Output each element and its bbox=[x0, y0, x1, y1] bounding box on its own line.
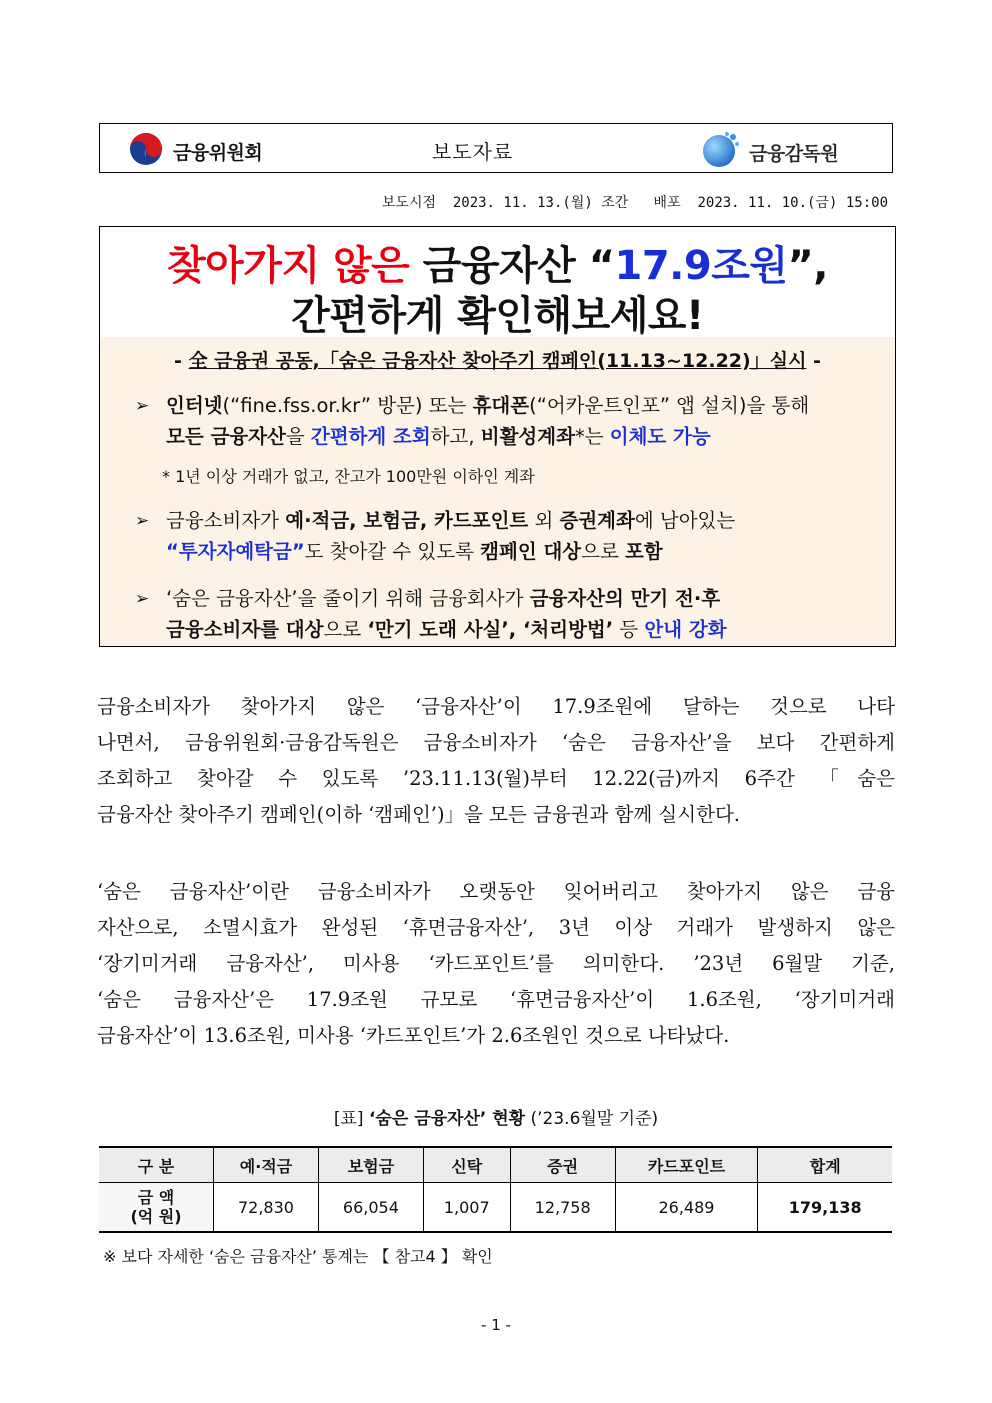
b2-campaign-target: 캠페인 대상 bbox=[480, 540, 582, 563]
b1-text-b: 하고, bbox=[430, 425, 481, 448]
table-title bbox=[0, 1104, 992, 1129]
row-header-line-1: 금 액 bbox=[137, 1188, 175, 1207]
subtitle-dash-right: - bbox=[806, 350, 821, 372]
subtitle bbox=[100, 346, 895, 373]
b1-url: (“fine.fss.or.kr” 방문) 또는 bbox=[222, 394, 473, 417]
b1-phone: 휴대폰 bbox=[472, 394, 530, 417]
b1-app: (“어카운트인포” 앱 설치)을 통해 bbox=[529, 394, 810, 417]
b2-text-d: 도 찾아갈 수 있도록 bbox=[304, 540, 481, 563]
b2-products: 예·적금, 보험금, 카드포인트 bbox=[285, 509, 529, 532]
table-cell: 72,830 bbox=[214, 1183, 319, 1233]
row-header-line-2: (억 원) bbox=[130, 1207, 182, 1226]
b1-inactive-account: 비활성계좌 bbox=[480, 425, 575, 448]
table-header-cell: 합계 bbox=[758, 1147, 892, 1183]
table-total-cell: 179,138 bbox=[758, 1183, 892, 1233]
b3-notice-items: ‘만기 도래 사실’, ‘처리방법’ bbox=[367, 618, 614, 641]
b1-text-c: *는 bbox=[574, 425, 610, 448]
arrow-bullet-icon: ➢ bbox=[135, 396, 150, 416]
b1-easy-lookup: 간편하게 조회 bbox=[310, 425, 431, 448]
table-header-cell: 신탁 bbox=[423, 1147, 510, 1183]
table-row-header bbox=[99, 1183, 214, 1233]
headline-line-1 bbox=[100, 234, 895, 291]
fsc-org-name: 금융위원회 bbox=[173, 142, 263, 164]
b3-text-a: ‘숨은 금융자산’을 줄이기 위해 금융회사가 bbox=[166, 587, 530, 610]
table-cell: 26,489 bbox=[615, 1183, 758, 1233]
arrow-bullet-icon: ➢ bbox=[135, 589, 150, 609]
body-paragraph-1 bbox=[97, 689, 895, 833]
table-title-prefix: [표] bbox=[333, 1109, 369, 1129]
table-cell: 1,007 bbox=[423, 1183, 510, 1233]
p1-line: 조회하고 찾아갈 수 있도록 ’23.11.13(월)부터 12.22(금)까지 6주간 「숨은 bbox=[97, 767, 895, 790]
arrow-bullet-icon: ➢ bbox=[135, 511, 150, 531]
b1-all-assets: 모든 금융자산 bbox=[166, 425, 286, 448]
b3-guidance: 안내 강화 bbox=[644, 618, 727, 641]
b3-consumer-target: 금융소비자를 대상 bbox=[166, 618, 324, 641]
fss-globe-logo-icon bbox=[699, 129, 743, 169]
hidden-assets-table bbox=[99, 1146, 892, 1233]
headline-end: ”, bbox=[787, 243, 828, 289]
table-header-cell: 구 분 bbox=[99, 1147, 214, 1183]
page-number: - 1 - bbox=[481, 1316, 511, 1334]
b2-included: 포함 bbox=[625, 540, 663, 563]
p2-line: ‘숨은 금융자산’은 17.9조원 규모로 ‘휴면금융자산’이 1.6조원, ‘장기미거래 bbox=[97, 988, 895, 1011]
b2-deposit: “투자자예탁금” bbox=[166, 540, 305, 563]
headline-line-2: 간편하게 확인해보세요! bbox=[291, 293, 704, 339]
table-header-row bbox=[99, 1147, 892, 1183]
table-header-cell: 증권 bbox=[510, 1147, 615, 1183]
headline-black: 금융자산 “ bbox=[409, 243, 615, 289]
p2-line: 금융자산’이 13.6조원, 미사용 ‘카드포인트’가 2.6조원인 것으로 나타났다. bbox=[97, 1024, 730, 1047]
b3-text-b: 으로 bbox=[323, 618, 368, 641]
release-timing: 보도시점 2023. 11. 13.(월) 조간 배포 2023. 11. 10.(금) 15:00 bbox=[381, 195, 888, 211]
headline-amount: 17.9조원 bbox=[614, 243, 788, 289]
table-header-cell: 보험금 bbox=[318, 1147, 423, 1183]
headline-red: 찾아가지 않은 bbox=[167, 243, 410, 289]
b1-text-a: 을 bbox=[285, 425, 311, 448]
b2-text-e: 으로 bbox=[581, 540, 626, 563]
table-title-basis: (’23.6월말 기준) bbox=[525, 1109, 659, 1129]
b3-text-c: 등 bbox=[613, 618, 645, 641]
doc-type-label: 보도자료 bbox=[432, 140, 514, 164]
fsc-taegeuk-logo-icon bbox=[126, 132, 166, 166]
body-paragraph-2 bbox=[97, 874, 895, 1054]
table-row bbox=[99, 1183, 892, 1233]
bullet-1-footnote: * 1년 이상 거래가 없고, 잔고가 100만원 이하인 계좌 bbox=[162, 467, 535, 486]
p2-line: ‘장기미거래 금융자산’, 미사용 ‘카드포인트’를 의미한다. ’23년 6월말 기준, bbox=[97, 952, 895, 975]
p2-line: ‘숨은 금융자산’이란 금융소비자가 오랫동안 잊어버리고 찾아가지 않은 금융 bbox=[97, 880, 895, 903]
fss-org-name: 금융감독원 bbox=[749, 143, 839, 165]
p1-line: 금융자산 찾아주기 캠페인(이하 ‘캠페인’)」을 모든 금융권과 함께 실시한다. bbox=[97, 803, 740, 826]
p1-line: 금융소비자가 찾아가지 않은 ‘금융자산’이 17.9조원에 달하는 것으로 나타 bbox=[97, 695, 895, 718]
table-header-cell: 예·적금 bbox=[214, 1147, 319, 1183]
subtitle-text: 全 금융권 공동,「숨은 금융자산 찾아주기 캠페인(11.13~12.22)」실시 bbox=[188, 350, 807, 372]
b1-internet: 인터넷 bbox=[166, 394, 223, 417]
b1-transfer-possible: 이체도 가능 bbox=[609, 425, 711, 448]
subtitle-dash-left: - bbox=[174, 350, 189, 372]
b2-text-c: 에 남아있는 bbox=[634, 509, 736, 532]
b2-text-a: 금융소비자가 bbox=[166, 509, 286, 532]
table-header-cell: 카드포인트 bbox=[615, 1147, 758, 1183]
table-cell: 66,054 bbox=[318, 1183, 423, 1233]
b3-maturity: 금융자산의 만기 전·후 bbox=[529, 587, 721, 610]
b2-securities: 증권계좌 bbox=[559, 509, 635, 532]
table-cell: 12,758 bbox=[510, 1183, 615, 1233]
b2-text-b: 외 bbox=[528, 509, 560, 532]
table-title-main: ‘숨은 금융자산’ 현황 bbox=[368, 1109, 526, 1129]
reference-note: ※ 보다 자세한 ‘숨은 금융자산’ 통계는 【 참고4 】 확인 bbox=[103, 1247, 493, 1266]
p1-line: 나면서, 금융위원회·금융감독원은 금융소비자가 ‘숨은 금융자산’을 보다 간편하게 bbox=[97, 731, 895, 754]
p2-line: 자산으로, 소멸시효가 완성된 ‘휴면금융자산’, 3년 이상 거래가 발생하지 않은 bbox=[97, 916, 895, 939]
